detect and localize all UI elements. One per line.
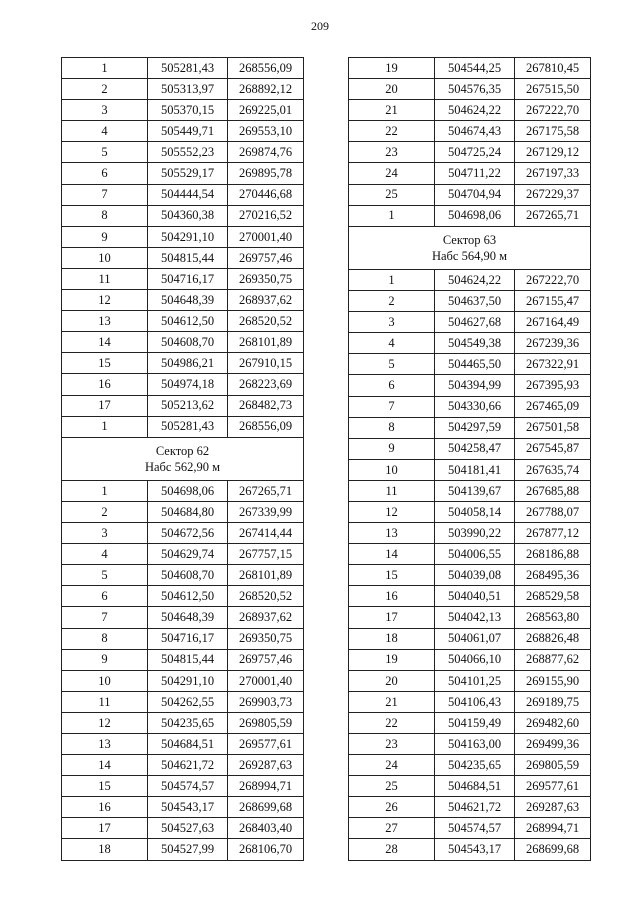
y-coordinate-cell: 270001,40	[228, 226, 304, 247]
table-row	[349, 333, 591, 354]
point-number-cell: 8	[62, 205, 148, 226]
point-number-cell: 10	[349, 459, 435, 480]
x-coordinate-cell: 504058,14	[435, 501, 515, 522]
table-row	[62, 163, 304, 184]
point-number-cell: 18	[349, 628, 435, 649]
table-row	[62, 395, 304, 416]
x-coordinate-cell: 505313,97	[148, 79, 228, 100]
table-row	[62, 755, 304, 776]
y-coordinate-cell: 269350,75	[228, 628, 304, 649]
y-coordinate-cell: 268106,70	[228, 839, 304, 860]
table-row	[62, 691, 304, 712]
y-coordinate-cell: 267414,44	[228, 523, 304, 544]
x-coordinate-cell: 504612,50	[148, 311, 228, 332]
y-coordinate-cell: 268186,88	[515, 544, 591, 565]
x-coordinate-cell: 504672,56	[148, 523, 228, 544]
point-number-cell: 25	[349, 184, 435, 205]
point-number-cell: 16	[349, 586, 435, 607]
point-number-cell: 28	[349, 839, 435, 860]
x-coordinate-cell: 504716,17	[148, 628, 228, 649]
y-coordinate-cell: 269577,61	[228, 734, 304, 755]
x-coordinate-cell: 503990,22	[435, 523, 515, 544]
y-coordinate-cell: 267685,88	[515, 480, 591, 501]
x-coordinate-cell: 504297,59	[435, 417, 515, 438]
y-coordinate-cell: 269287,63	[515, 797, 591, 818]
sector-header	[62, 437, 304, 480]
x-coordinate-cell: 504684,80	[148, 501, 228, 522]
y-coordinate-cell: 268223,69	[228, 374, 304, 395]
x-coordinate-cell: 504621,72	[435, 797, 515, 818]
y-coordinate-cell: 268699,68	[228, 797, 304, 818]
x-coordinate-cell: 504637,50	[435, 291, 515, 312]
table-row	[349, 142, 591, 163]
table-row	[62, 523, 304, 544]
y-coordinate-cell: 269189,75	[515, 691, 591, 712]
y-coordinate-cell: 269350,75	[228, 268, 304, 289]
table-row	[62, 353, 304, 374]
point-number-cell: 12	[62, 712, 148, 733]
table-row	[62, 734, 304, 755]
y-coordinate-cell: 267788,07	[515, 501, 591, 522]
table-row	[349, 839, 591, 860]
table-row	[349, 312, 591, 333]
table-row	[62, 544, 304, 565]
point-number-cell: 15	[349, 565, 435, 586]
x-coordinate-cell: 505529,17	[148, 163, 228, 184]
x-coordinate-cell: 504444,54	[148, 184, 228, 205]
x-coordinate-cell: 504648,39	[148, 607, 228, 628]
point-number-cell: 6	[62, 586, 148, 607]
y-coordinate-cell: 267545,87	[515, 438, 591, 459]
x-coordinate-cell: 504360,38	[148, 205, 228, 226]
point-number-cell: 8	[62, 628, 148, 649]
table-row	[349, 586, 591, 607]
x-coordinate-cell: 504291,10	[148, 670, 228, 691]
sector-title: Сектор 62	[155, 443, 210, 458]
y-coordinate-cell: 267265,71	[228, 480, 304, 501]
y-coordinate-cell: 270216,52	[228, 205, 304, 226]
x-coordinate-cell: 504039,08	[435, 565, 515, 586]
y-coordinate-cell: 268482,73	[228, 395, 304, 416]
x-coordinate-cell: 504262,55	[148, 691, 228, 712]
y-coordinate-cell: 268826,48	[515, 628, 591, 649]
y-coordinate-cell: 267635,74	[515, 459, 591, 480]
table-row	[62, 649, 304, 670]
table-row	[62, 839, 304, 860]
point-number-cell: 4	[349, 333, 435, 354]
point-number-cell: 11	[349, 480, 435, 501]
point-number-cell: 17	[349, 607, 435, 628]
coordinates-table-left	[61, 57, 304, 861]
table-row	[62, 374, 304, 395]
table-row	[349, 121, 591, 142]
point-number-cell: 18	[62, 839, 148, 860]
table-row	[62, 501, 304, 522]
x-coordinate-cell: 504627,68	[435, 312, 515, 333]
table-row	[349, 544, 591, 565]
table-row	[62, 480, 304, 501]
point-number-cell: 8	[349, 417, 435, 438]
table-row	[349, 375, 591, 396]
y-coordinate-cell: 268403,40	[228, 818, 304, 839]
table-row	[349, 565, 591, 586]
y-coordinate-cell: 269805,59	[515, 755, 591, 776]
x-coordinate-cell: 504624,22	[435, 269, 515, 290]
table-row	[62, 226, 304, 247]
y-coordinate-cell: 270001,40	[228, 670, 304, 691]
x-coordinate-cell: 504527,99	[148, 839, 228, 860]
x-coordinate-cell: 504621,72	[148, 755, 228, 776]
table-row	[349, 628, 591, 649]
y-coordinate-cell: 268520,52	[228, 586, 304, 607]
x-coordinate-cell: 504544,25	[435, 58, 515, 79]
x-coordinate-cell: 504235,65	[435, 755, 515, 776]
point-number-cell: 10	[62, 247, 148, 268]
x-coordinate-cell: 504527,63	[148, 818, 228, 839]
table-row	[349, 649, 591, 670]
point-number-cell: 4	[62, 121, 148, 142]
x-coordinate-cell: 504986,21	[148, 353, 228, 374]
table-row	[349, 79, 591, 100]
point-number-cell: 17	[62, 818, 148, 839]
x-coordinate-cell: 505552,23	[148, 142, 228, 163]
point-number-cell: 1	[349, 269, 435, 290]
point-number-cell: 13	[349, 523, 435, 544]
y-coordinate-cell: 267129,12	[515, 142, 591, 163]
x-coordinate-cell: 504042,13	[435, 607, 515, 628]
y-coordinate-cell: 269874,76	[228, 142, 304, 163]
y-coordinate-cell: 269482,60	[515, 712, 591, 733]
x-coordinate-cell: 505449,71	[148, 121, 228, 142]
y-coordinate-cell: 267810,45	[515, 58, 591, 79]
table-row	[349, 417, 591, 438]
table-row	[62, 628, 304, 649]
y-coordinate-cell: 267155,47	[515, 291, 591, 312]
y-coordinate-cell: 268556,09	[228, 58, 304, 79]
table-row	[349, 818, 591, 839]
table-row	[349, 291, 591, 312]
sector-header-row	[62, 437, 304, 480]
y-coordinate-cell: 267222,70	[515, 100, 591, 121]
y-coordinate-cell: 267239,36	[515, 333, 591, 354]
y-coordinate-cell: 269805,59	[228, 712, 304, 733]
point-number-cell: 7	[62, 607, 148, 628]
y-coordinate-cell: 267222,70	[515, 269, 591, 290]
x-coordinate-cell: 504574,57	[435, 818, 515, 839]
page-number: 209	[311, 19, 329, 33]
x-coordinate-cell: 504061,07	[435, 628, 515, 649]
x-coordinate-cell: 504716,17	[148, 268, 228, 289]
y-coordinate-cell: 268699,68	[515, 839, 591, 860]
y-coordinate-cell: 267515,50	[515, 79, 591, 100]
table-row	[349, 184, 591, 205]
table-row	[349, 755, 591, 776]
point-number-cell: 23	[349, 142, 435, 163]
point-number-cell: 3	[349, 312, 435, 333]
table-row	[62, 607, 304, 628]
point-number-cell: 20	[349, 79, 435, 100]
y-coordinate-cell: 268101,89	[228, 565, 304, 586]
y-coordinate-cell: 267339,99	[228, 501, 304, 522]
x-coordinate-cell: 504608,70	[148, 332, 228, 353]
table-row	[349, 523, 591, 544]
y-coordinate-cell: 267197,33	[515, 163, 591, 184]
sector-header-row	[349, 226, 591, 269]
y-coordinate-cell: 270446,68	[228, 184, 304, 205]
y-coordinate-cell: 269757,46	[228, 649, 304, 670]
x-coordinate-cell: 504291,10	[148, 226, 228, 247]
point-number-cell: 26	[349, 797, 435, 818]
x-coordinate-cell: 505213,62	[148, 395, 228, 416]
point-number-cell: 13	[62, 311, 148, 332]
table-row	[349, 438, 591, 459]
x-coordinate-cell: 504624,22	[435, 100, 515, 121]
table-row	[62, 565, 304, 586]
table-row	[349, 712, 591, 733]
table-row	[349, 691, 591, 712]
coordinates-table-right	[348, 57, 591, 861]
point-number-cell: 22	[349, 121, 435, 142]
y-coordinate-cell: 269553,10	[228, 121, 304, 142]
point-number-cell: 1	[62, 416, 148, 437]
table-row	[349, 100, 591, 121]
point-number-cell: 19	[349, 58, 435, 79]
point-number-cell: 2	[349, 291, 435, 312]
x-coordinate-cell: 504159,49	[435, 712, 515, 733]
x-coordinate-cell: 504698,06	[148, 480, 228, 501]
point-number-cell: 21	[349, 100, 435, 121]
y-coordinate-cell: 268520,52	[228, 311, 304, 332]
y-coordinate-cell: 268556,09	[228, 416, 304, 437]
table-row	[62, 79, 304, 100]
point-number-cell: 7	[62, 184, 148, 205]
table-row	[349, 459, 591, 480]
y-coordinate-cell: 267175,58	[515, 121, 591, 142]
sector-elevation: Набс 564,90 м	[431, 248, 508, 263]
table-row	[62, 670, 304, 691]
point-number-cell: 24	[349, 755, 435, 776]
x-coordinate-cell: 504258,47	[435, 438, 515, 459]
x-coordinate-cell: 504608,70	[148, 565, 228, 586]
x-coordinate-cell: 504330,66	[435, 396, 515, 417]
x-coordinate-cell: 504815,44	[148, 649, 228, 670]
x-coordinate-cell: 504698,06	[435, 205, 515, 226]
y-coordinate-cell: 267395,93	[515, 375, 591, 396]
point-number-cell: 5	[62, 565, 148, 586]
table-row	[62, 268, 304, 289]
table-row	[62, 100, 304, 121]
table-row	[62, 205, 304, 226]
table-row	[62, 712, 304, 733]
x-coordinate-cell: 504612,50	[148, 586, 228, 607]
table-row	[62, 142, 304, 163]
point-number-cell: 1	[62, 480, 148, 501]
point-number-cell: 15	[62, 353, 148, 374]
y-coordinate-cell: 268877,62	[515, 649, 591, 670]
table-row	[349, 734, 591, 755]
y-coordinate-cell: 268495,36	[515, 565, 591, 586]
y-coordinate-cell: 269757,46	[228, 247, 304, 268]
table-row	[349, 205, 591, 226]
point-number-cell: 6	[349, 375, 435, 396]
x-coordinate-cell: 504629,74	[148, 544, 228, 565]
point-number-cell: 17	[62, 395, 148, 416]
x-coordinate-cell: 504465,50	[435, 354, 515, 375]
x-coordinate-cell: 504574,57	[148, 776, 228, 797]
x-coordinate-cell: 504181,41	[435, 459, 515, 480]
x-coordinate-cell: 504576,35	[435, 79, 515, 100]
table-row	[62, 247, 304, 268]
point-number-cell: 24	[349, 163, 435, 184]
x-coordinate-cell: 504711,22	[435, 163, 515, 184]
point-number-cell: 11	[62, 691, 148, 712]
table-row	[62, 776, 304, 797]
x-coordinate-cell: 504543,17	[148, 797, 228, 818]
point-number-cell: 10	[62, 670, 148, 691]
y-coordinate-cell: 267465,09	[515, 396, 591, 417]
y-coordinate-cell: 267229,37	[515, 184, 591, 205]
point-number-cell: 4	[62, 544, 148, 565]
point-number-cell: 14	[349, 544, 435, 565]
table-row	[349, 607, 591, 628]
y-coordinate-cell: 269225,01	[228, 100, 304, 121]
point-number-cell: 1	[62, 58, 148, 79]
point-number-cell: 16	[62, 797, 148, 818]
table-row	[349, 670, 591, 691]
table-row	[62, 121, 304, 142]
table-row	[349, 776, 591, 797]
table-row	[62, 184, 304, 205]
y-coordinate-cell: 267910,15	[228, 353, 304, 374]
point-number-cell: 11	[62, 268, 148, 289]
x-coordinate-cell: 504704,94	[435, 184, 515, 205]
point-number-cell: 12	[349, 501, 435, 522]
point-number-cell: 9	[62, 226, 148, 247]
y-coordinate-cell: 268892,12	[228, 79, 304, 100]
point-number-cell: 6	[62, 163, 148, 184]
point-number-cell: 25	[349, 776, 435, 797]
point-number-cell: 14	[62, 332, 148, 353]
x-coordinate-cell: 504040,51	[435, 586, 515, 607]
y-coordinate-cell: 267164,49	[515, 312, 591, 333]
table-row	[349, 163, 591, 184]
x-coordinate-cell: 504235,65	[148, 712, 228, 733]
y-coordinate-cell: 269903,73	[228, 691, 304, 712]
y-coordinate-cell: 267265,71	[515, 205, 591, 226]
point-number-cell: 23	[349, 734, 435, 755]
table-row	[62, 586, 304, 607]
point-number-cell: 14	[62, 755, 148, 776]
table-row	[349, 480, 591, 501]
point-number-cell: 2	[62, 501, 148, 522]
point-number-cell: 3	[62, 523, 148, 544]
x-coordinate-cell: 504684,51	[435, 776, 515, 797]
point-number-cell: 12	[62, 290, 148, 311]
x-coordinate-cell: 504543,17	[435, 839, 515, 860]
table-row	[62, 58, 304, 79]
x-coordinate-cell: 504815,44	[148, 247, 228, 268]
y-coordinate-cell: 268563,80	[515, 607, 591, 628]
table-row	[62, 332, 304, 353]
point-number-cell: 22	[349, 712, 435, 733]
table-row	[62, 311, 304, 332]
sector-title: Сектор 63	[442, 232, 497, 247]
x-coordinate-cell: 504394,99	[435, 375, 515, 396]
point-number-cell: 21	[349, 691, 435, 712]
y-coordinate-cell: 269895,78	[228, 163, 304, 184]
point-number-cell: 3	[62, 100, 148, 121]
table-row	[62, 797, 304, 818]
point-number-cell: 15	[62, 776, 148, 797]
y-coordinate-cell: 269499,36	[515, 734, 591, 755]
x-coordinate-cell: 504684,51	[148, 734, 228, 755]
y-coordinate-cell: 268937,62	[228, 290, 304, 311]
point-number-cell: 9	[349, 438, 435, 459]
point-number-cell: 19	[349, 649, 435, 670]
x-coordinate-cell: 504163,00	[435, 734, 515, 755]
y-coordinate-cell: 267877,12	[515, 523, 591, 544]
x-coordinate-cell: 505370,15	[148, 100, 228, 121]
y-coordinate-cell: 267501,58	[515, 417, 591, 438]
y-coordinate-cell: 269577,61	[515, 776, 591, 797]
table-row	[349, 269, 591, 290]
table-row	[62, 818, 304, 839]
x-coordinate-cell: 504066,10	[435, 649, 515, 670]
x-coordinate-cell: 504139,67	[435, 480, 515, 501]
point-number-cell: 16	[62, 374, 148, 395]
x-coordinate-cell: 504725,24	[435, 142, 515, 163]
x-coordinate-cell: 505281,43	[148, 416, 228, 437]
point-number-cell: 7	[349, 396, 435, 417]
y-coordinate-cell: 268937,62	[228, 607, 304, 628]
y-coordinate-cell: 269155,90	[515, 670, 591, 691]
x-coordinate-cell: 504648,39	[148, 290, 228, 311]
table-row	[349, 396, 591, 417]
point-number-cell: 5	[349, 354, 435, 375]
table-row	[349, 797, 591, 818]
x-coordinate-cell: 504674,43	[435, 121, 515, 142]
sector-header	[349, 226, 591, 269]
point-number-cell: 13	[62, 734, 148, 755]
y-coordinate-cell: 268994,71	[228, 776, 304, 797]
sector-elevation: Набс 562,90 м	[144, 459, 221, 474]
point-number-cell: 5	[62, 142, 148, 163]
y-coordinate-cell: 269287,63	[228, 755, 304, 776]
point-number-cell: 2	[62, 79, 148, 100]
point-number-cell: 1	[349, 205, 435, 226]
table-row	[349, 58, 591, 79]
x-coordinate-cell: 504974,18	[148, 374, 228, 395]
table-row	[62, 290, 304, 311]
y-coordinate-cell: 268994,71	[515, 818, 591, 839]
x-coordinate-cell: 504006,55	[435, 544, 515, 565]
y-coordinate-cell: 267322,91	[515, 354, 591, 375]
table-row	[349, 501, 591, 522]
y-coordinate-cell: 268529,58	[515, 586, 591, 607]
point-number-cell: 9	[62, 649, 148, 670]
y-coordinate-cell: 268101,89	[228, 332, 304, 353]
point-number-cell: 20	[349, 670, 435, 691]
y-coordinate-cell: 267757,15	[228, 544, 304, 565]
table-row	[62, 416, 304, 437]
x-coordinate-cell: 504106,43	[435, 691, 515, 712]
x-coordinate-cell: 504549,38	[435, 333, 515, 354]
x-coordinate-cell: 504101,25	[435, 670, 515, 691]
table-row	[349, 354, 591, 375]
x-coordinate-cell: 505281,43	[148, 58, 228, 79]
point-number-cell: 27	[349, 818, 435, 839]
